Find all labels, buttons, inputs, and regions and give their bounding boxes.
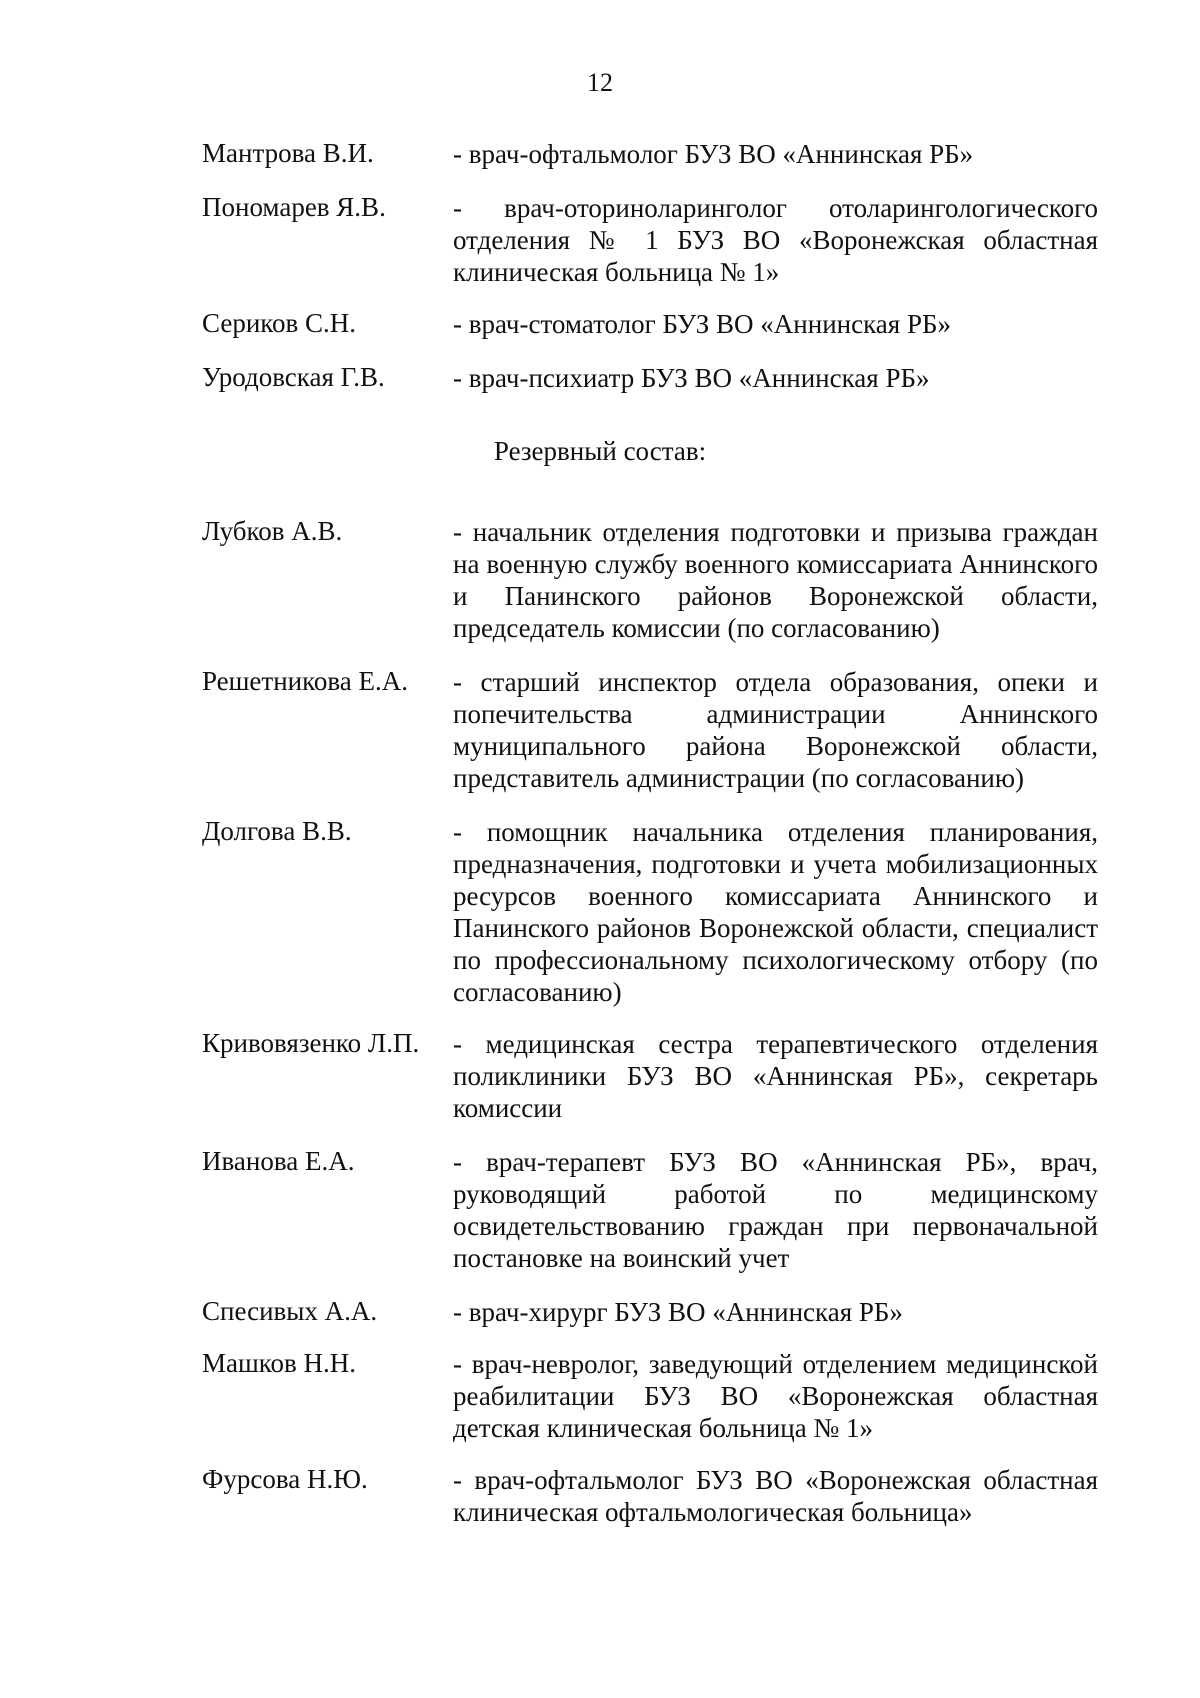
member-role: - врач-офтальмолог БУЗ ВО «Воронежская областная клиническая офтальмологическая больница» — [453, 1465, 1098, 1527]
member-role: - врач-хирург БУЗ ВО «Аннинская РБ» — [453, 1297, 903, 1327]
member-name: Пономарев Я.В. — [202, 192, 386, 222]
member-role: - врач-стоматолог БУЗ ВО «Аннинская РБ» — [453, 309, 951, 339]
member-name: Долгова В.В. — [202, 816, 352, 846]
member-name: Машков Н.Н. — [202, 1348, 357, 1378]
member-role: - старший инспектор отдела образования, опеки и попечительства администрации Аннинского муниципального района Воронежской области, представитель администрации (по согласованию) — [453, 667, 1098, 793]
member-name: Решетникова Е.А. — [202, 666, 408, 696]
member-name: Фурсова Н.Ю. — [202, 1464, 368, 1494]
member-name: Кривовязенко Л.П. — [202, 1028, 420, 1058]
member-role: - помощник начальника отделения планирования, предназначения, подготовки и учета мобилизационных ресурсов военного комиссариата Аннинского и Панинского районов Воронежской области, специалист по профессиональному психологическому отбору (по согласованию) — [453, 817, 1098, 1007]
member-role: - врач-офтальмолог БУЗ ВО «Аннинская РБ» — [453, 139, 974, 169]
member-role: - врач-оториноларинголог отоларингологического отделения № 1 БУЗ ВО «Воронежская областная клиническая больница № 1» — [453, 193, 1098, 287]
member-name: Лубков А.В. — [202, 516, 343, 546]
member-role: - врач-психиатр БУЗ ВО «Аннинская РБ» — [453, 363, 930, 393]
member-name: Мантрова В.И. — [202, 138, 374, 168]
member-name: Иванова Е.А. — [202, 1146, 355, 1176]
member-name: Уродовская Г.В. — [202, 362, 385, 392]
reserve-heading: Резервный состав: — [493, 436, 707, 466]
page-number: 12 — [587, 68, 613, 97]
member-name: Спесивых А.А. — [202, 1296, 378, 1326]
member-role: - начальник отделения подготовки и призыва граждан на военную службу военного комиссариата Аннинского и Панинского районов Воронежской области, председатель комиссии (по согласованию) — [453, 517, 1098, 643]
member-role: - врач-невролог, заведующий отделением медицинской реабилитации БУЗ ВО «Воронежская областная детская клиническая больница № 1» — [453, 1349, 1098, 1443]
member-role: - врач-терапевт БУЗ ВО «Аннинская РБ», врач, руководящий работой по медицинскому освидетельствованию граждан при первоначальной постановке на воинский учет — [453, 1147, 1098, 1273]
member-role: - медицинская сестра терапевтического отделения поликлиники БУЗ ВО «Аннинская РБ», секретарь комиссии — [453, 1029, 1098, 1123]
member-name: Сериков С.Н. — [202, 308, 357, 338]
